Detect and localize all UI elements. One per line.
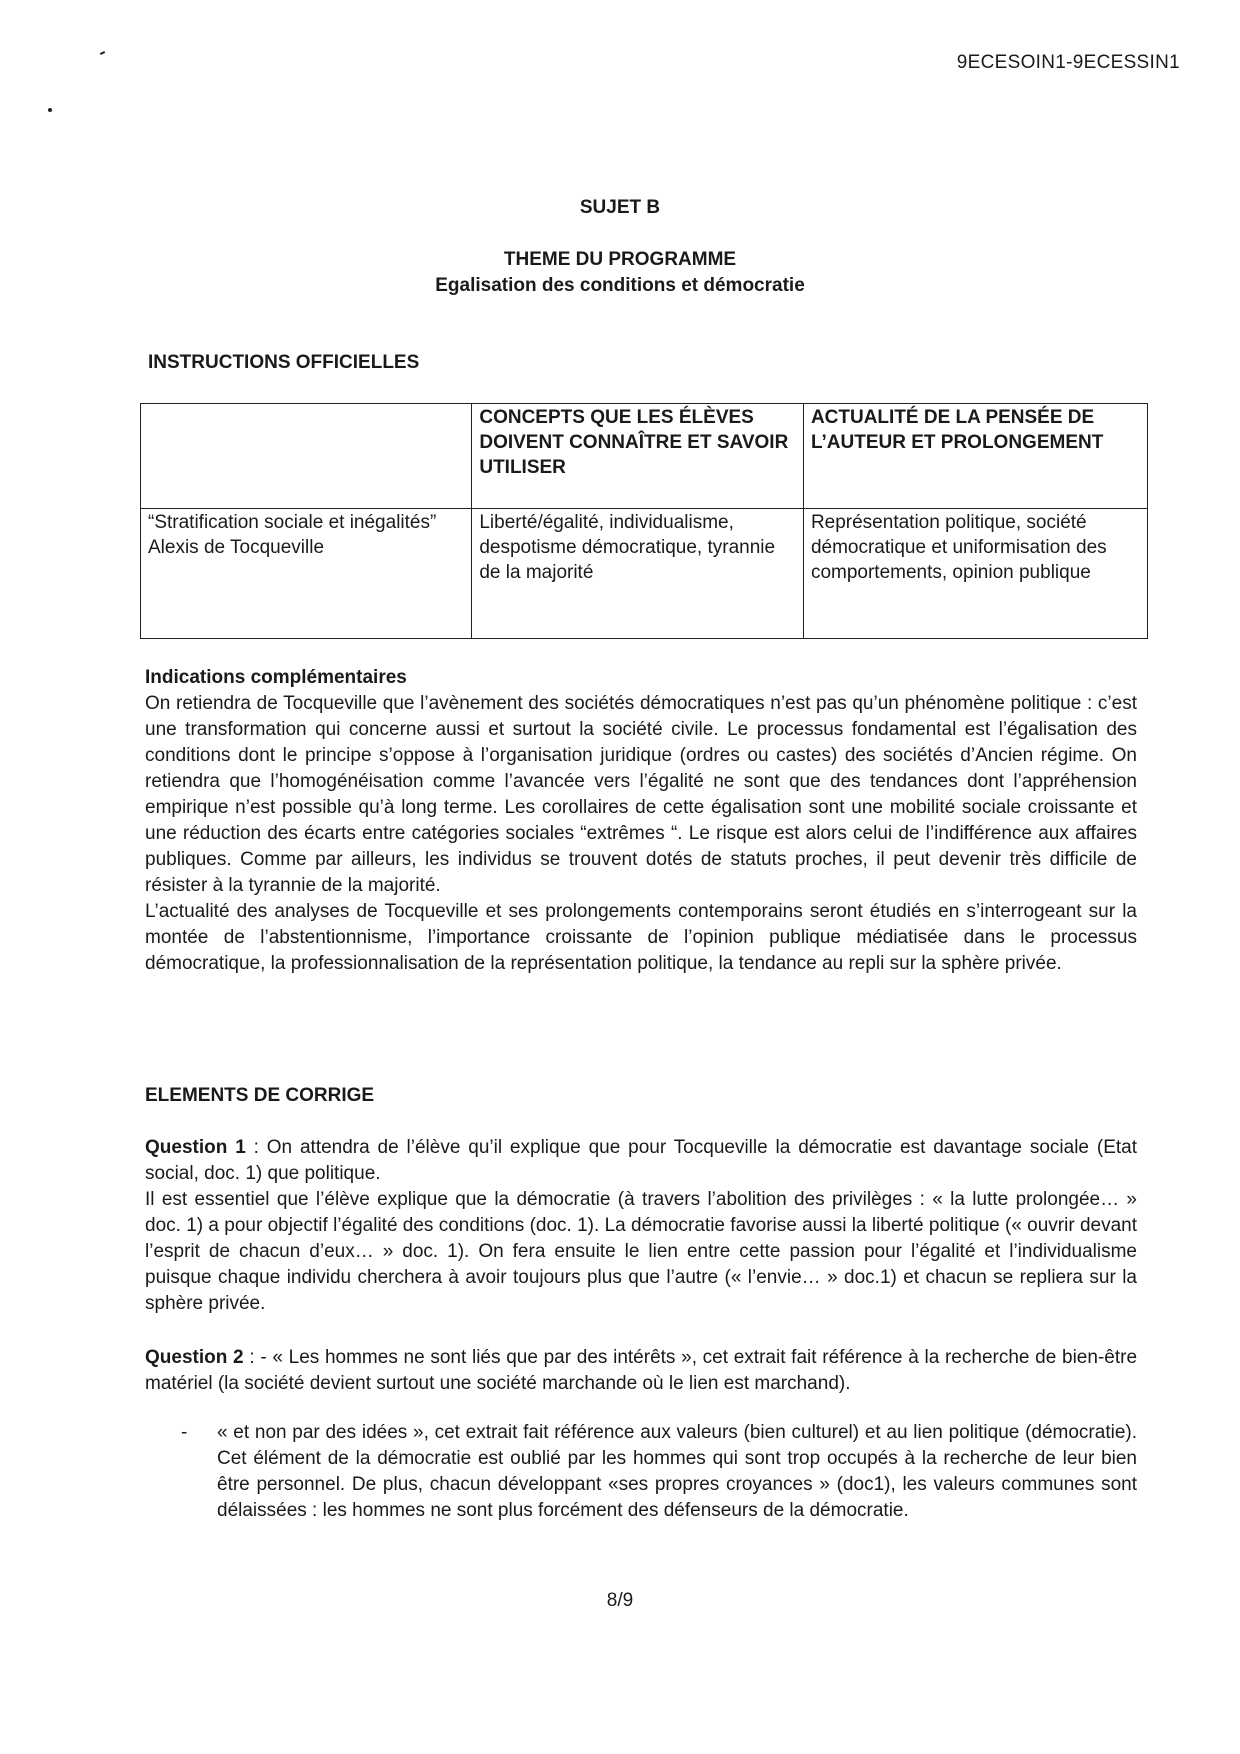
- question-1: [145, 1135, 1137, 1317]
- corrige-heading: ELEMENTS DE CORRIGE: [145, 1085, 375, 1106]
- table-row: [141, 509, 1148, 639]
- program-table: [140, 403, 1148, 639]
- table-header-row: [141, 404, 1148, 509]
- question-2-intro: [145, 1345, 1137, 1397]
- question-1-paragraph: Il est essentiel que l’élève explique que la démocratie (à travers l’abolition des privilèges : « la lutte prolongée… » doc. 1) a pour objectif l’égalité des conditions (doc. 1). La démocratie favorise aussi la liberté politique (« ouvrir devant l’esprit de chacun d’eux… » doc. 1). On fera ensuite le lien entre cette passion pour l’égalité et l’individualisme puisque chaque individu cherchera à avoir toujours plus que l’autre (« l’envie… » doc.1) et chacun se repliera sur la sphère privée.: [145, 1189, 1137, 1314]
- table-header-concepts: CONCEPTS QUE LES ÉLÈVES DOIVENT CONNAÎTRE ET SAVOIR UTILISER: [472, 404, 804, 509]
- scan-speck: [100, 51, 105, 55]
- list-dash: -: [181, 1422, 188, 1443]
- table-cell-concepts: Liberté/égalité, individualisme, despotisme démocratique, tyrannie de la majorité: [472, 509, 804, 639]
- question-1-intro: [145, 1135, 1137, 1187]
- instructions-heading: INSTRUCTIONS OFFICIELLES: [148, 352, 420, 373]
- indications-paragraph: L’actualité des analyses de Tocqueville et ses prolongements contemporains seront étudiés en s’interrogeant sur la montée de l’abstentionnisme, l’importance croissante de l’opinion publique médiatisée dans le processus démocratique, la professionnalisation de la représentation politique, la tendance au repli sur la sphère privée.: [145, 901, 1137, 974]
- indications-heading: Indications complémentaires: [145, 667, 407, 688]
- indications-paragraph: On retiendra de Tocqueville que l’avènement des sociétés démocratiques n’est pas qu’un phénomène politique : c’est une transformation qui concerne aussi et surtout la société civile. Le processus fondamental est l’égalisation des conditions dont le principe s’oppose à l’organisation juridique (ordres ou castes) des sociétés d’Ancien régime. On retiendra que l’homogénéisation comme l’avancée vers l’égalité ne sont que des tendances dont l’appréhension empirique n’est possible qu’à long terme. Les corollaires de cette égalisation sont une mobilité sociale croissante et une réduction des écarts entre catégories sociales “extrêmes “. Le risque est alors celui de l’indifférence aux affaires publiques. Comme par ailleurs, les individus se trouvent dotés de statuts proches, il peut devenir très difficile de résister à la tyrannie de la majorité.: [145, 693, 1137, 896]
- list-item-text: « et non par des idées », cet extrait fait référence aux valeurs (bien culturel) et au lien politique (démocratie). Cet élément de la démocratie est oublié par les hommes qui sont trop occupés à la recherche de leur bien être personnel. De plus, chacun développant «ses propres croyances » (doc1), les valeurs communes sont délaissées : les hommes ne sont plus forcément des défenseurs de la démocratie.: [217, 1422, 1137, 1521]
- theme-title: THEME DU PROGRAMME: [503, 249, 737, 270]
- document-code: 9ECESOIN1-9ECESSIN1: [956, 52, 1180, 73]
- indications-section: [145, 665, 1137, 977]
- page-number: 8/9: [606, 1590, 634, 1611]
- question-1-label: Question 1: [145, 1137, 246, 1158]
- list-item: [145, 1420, 1137, 1524]
- scan-speck: [48, 108, 52, 112]
- question-2-text: : - « Les hommes ne sont liés que par des intérêts », cet extrait fait référence à la recherche de bien-être matériel (la société devient surtout une société marchande où le lien est marchand).: [145, 1347, 1138, 1394]
- table-cell-theme: “Stratification sociale et inégalités” Alexis de Tocqueville: [141, 509, 472, 639]
- question-2-list: [145, 1420, 1137, 1524]
- table-cell-actualite: Représentation politique, société démocratique et uniformisation des comportements, opinion publique: [803, 509, 1147, 639]
- question-2: [145, 1345, 1137, 1397]
- question-1-text: : On attendra de l’élève qu’il explique que pour Tocqueville la démocratie est davantage sociale (Etat social, doc. 1) que politique.: [145, 1137, 1137, 1184]
- subject-title: SUJET B: [579, 197, 661, 218]
- table-header-empty: [141, 404, 472, 509]
- table-header-actualite: ACTUALITÉ DE LA PENSÉE DE L’AUTEUR ET PROLONGEMENT: [803, 404, 1147, 509]
- theme-subtitle: Egalisation des conditions et démocratie: [435, 275, 805, 296]
- question-2-label: Question 2: [145, 1347, 244, 1368]
